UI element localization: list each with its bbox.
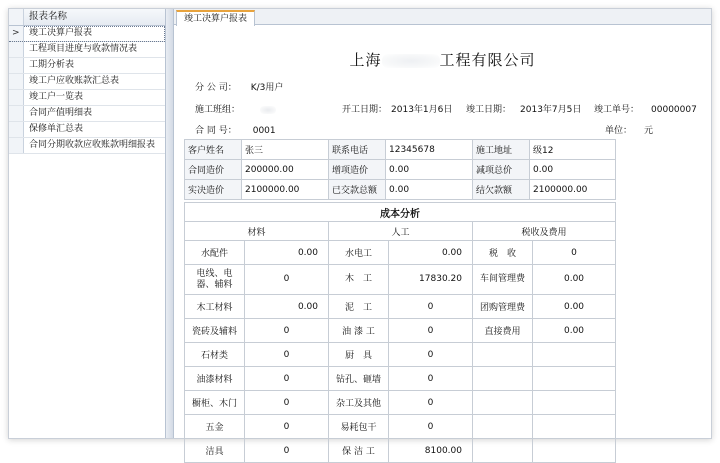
report-item-label: 竣工户应收账款汇总表 (29, 76, 120, 86)
cost-item: 团购管理费 (473, 295, 533, 319)
cell-value: 0.00 (386, 180, 473, 200)
cost-item: 厨 具 (329, 343, 389, 367)
cost-value: 0 (389, 295, 473, 319)
report-list-header-label: 报表名称 (29, 11, 68, 22)
cost-item: 石材类 (185, 343, 245, 367)
group-tax-fees: 税收及费用 (473, 222, 616, 241)
cost-item (473, 415, 533, 439)
cell-value: 张三 (242, 140, 329, 160)
cost-item: 杂工及其他 (329, 391, 389, 415)
report-item-final-accounts[interactable] (9, 26, 165, 42)
cost-item (473, 343, 533, 367)
cell-label: 合同造价 (185, 160, 242, 180)
table-row (185, 343, 616, 367)
contract-field (195, 123, 276, 136)
table-row (185, 140, 616, 160)
row-gutter (9, 74, 24, 89)
report-item-warranty[interactable] (9, 122, 165, 138)
report-title (174, 49, 711, 70)
contract-label: 合 同 号： (195, 126, 237, 136)
cell-label: 结欠款额 (473, 180, 530, 200)
cell-label: 施工地址 (473, 140, 530, 160)
cost-value: 0 (389, 319, 473, 343)
report-list-header (9, 9, 165, 26)
table-row (185, 439, 616, 463)
cost-value: 0.00 (245, 241, 329, 265)
report-item-installments[interactable] (9, 138, 165, 154)
cost-value: 0.00 (533, 265, 616, 295)
report-item-contract-value[interactable] (9, 106, 165, 122)
report-item-receivables[interactable] (9, 74, 165, 90)
report-item-label: 保修单汇总表 (29, 124, 84, 134)
cell-value: 200000.00 (242, 160, 329, 180)
team-label: 施工班组： (195, 105, 241, 115)
cost-item: 油 漆 工 (329, 319, 389, 343)
row-selector-arrow-icon: > (12, 28, 20, 38)
report-item-label: 合同分期收款应收账款明细报表 (29, 140, 156, 150)
cost-value: 0 (245, 265, 329, 295)
cost-item: 木工材料 (185, 295, 245, 319)
cost-item: 电线、电器、辅料 (185, 265, 245, 295)
contract-value: 0001 (252, 126, 276, 136)
cell-label: 客户姓名 (185, 140, 242, 160)
row-gutter (9, 90, 24, 105)
app-window (8, 8, 712, 457)
cost-item: 易耗包干 (329, 415, 389, 439)
cell-label: 已交款总额 (329, 180, 386, 200)
cost-item: 车间管理费 (473, 265, 533, 295)
report-item-label: 竣工决算户报表 (29, 28, 93, 38)
cost-analysis-title: 成本分析 (185, 203, 616, 222)
cost-value (533, 415, 616, 439)
cost-item (473, 439, 533, 463)
cell-label: 减项总价 (473, 160, 530, 180)
table-row (185, 160, 616, 180)
cost-item: 税 收 (473, 241, 533, 265)
tab-bar (174, 9, 711, 25)
cost-value: 0 (245, 367, 329, 391)
branch-field (195, 80, 283, 93)
unit-field (605, 123, 653, 136)
cost-value: 0 (389, 415, 473, 439)
row-gutter (9, 9, 24, 25)
cost-value: 17830.20 (389, 265, 473, 295)
cell-value: 12345678 (386, 140, 473, 160)
report-item-progress[interactable] (9, 42, 165, 58)
company-name-suffix: 工程有限公司 (439, 51, 536, 69)
row-gutter (9, 122, 24, 137)
cost-value (533, 439, 616, 463)
cell-label: 联系电话 (329, 140, 386, 160)
tab-final-accounts-report[interactable]: 竣工决算户报表 (176, 10, 255, 26)
cell-value: 0.00 (530, 160, 616, 180)
start-date-label: 开工日期： (342, 105, 388, 115)
branch-value: K/3用户 (250, 83, 284, 93)
cost-item: 钻孔、砸墙 (329, 367, 389, 391)
table-row (185, 415, 616, 439)
company-name-prefix: 上海 (349, 51, 382, 69)
cost-item (473, 391, 533, 415)
report-view (174, 9, 711, 457)
cost-value: 0 (389, 367, 473, 391)
order-number-label: 竣工单号： (594, 105, 640, 115)
cost-value: 0 (245, 391, 329, 415)
redacted-name (382, 54, 440, 68)
cost-value: 0 (389, 391, 473, 415)
panel-splitter[interactable] (166, 9, 174, 438)
table-row (185, 319, 616, 343)
cost-item: 橱柜、木门 (185, 391, 245, 415)
unit-value: 元 (644, 126, 654, 136)
cell-value: 0.00 (386, 160, 473, 180)
cost-value: 0.00 (533, 319, 616, 343)
order-number-field (594, 102, 697, 115)
cost-value: 0 (245, 343, 329, 367)
report-item-completed-list[interactable] (9, 90, 165, 106)
report-item-label: 工期分析表 (29, 60, 75, 70)
cost-value: 0 (245, 439, 329, 463)
report-item-schedule[interactable] (9, 58, 165, 74)
cost-value (533, 391, 616, 415)
row-gutter (9, 138, 24, 153)
cost-item: 水配件 (185, 241, 245, 265)
cell-label: 增项造价 (329, 160, 386, 180)
team-field (195, 102, 276, 115)
cost-value: 0 (245, 319, 329, 343)
start-date-field (342, 102, 452, 115)
row-gutter (9, 106, 24, 121)
cost-item: 保 洁 工 (329, 439, 389, 463)
cell-value: 级12 (530, 140, 616, 160)
report-item-label: 工程项目进度与收款情况表 (29, 44, 138, 54)
cost-item: 油漆材料 (185, 367, 245, 391)
cost-item: 水电工 (329, 241, 389, 265)
finish-date-label: 竣工日期： (466, 105, 512, 115)
cost-item: 五金 (185, 415, 245, 439)
cost-item: 洁具 (185, 439, 245, 463)
order-number-value: 00000007 (651, 105, 697, 115)
cost-value: 8100.00 (389, 439, 473, 463)
cost-value: 0 (389, 343, 473, 367)
customer-info-table (184, 139, 616, 200)
start-date-value: 2013年1月6日 (391, 105, 453, 115)
finish-date-field (466, 102, 581, 115)
table-row (185, 241, 616, 265)
cell-value: 2100000.00 (530, 180, 616, 200)
cell-label: 实决造价 (185, 180, 242, 200)
cost-item: 木 工 (329, 265, 389, 295)
report-item-label: 竣工户一览表 (29, 92, 84, 102)
cost-value: 0.00 (533, 295, 616, 319)
cost-item (473, 367, 533, 391)
cost-value (533, 367, 616, 391)
table-row (185, 391, 616, 415)
cost-value: 0.00 (389, 241, 473, 265)
row-gutter (9, 58, 24, 73)
cost-analysis-table (184, 202, 616, 463)
cost-value (533, 343, 616, 367)
row-gutter (9, 42, 24, 57)
group-materials: 材料 (185, 222, 329, 241)
finish-date-value: 2013年7月5日 (520, 105, 582, 115)
unit-label: 单位： (605, 126, 633, 136)
report-document (174, 25, 711, 457)
report-list-panel (9, 9, 166, 438)
cost-item: 瓷砖及辅料 (185, 319, 245, 343)
cost-item: 直接费用 (473, 319, 533, 343)
cost-value: 0 (245, 415, 329, 439)
table-row (185, 367, 616, 391)
cost-item: 泥 工 (329, 295, 389, 319)
table-row (185, 265, 616, 295)
table-row (185, 180, 616, 200)
cost-value: 0 (533, 241, 616, 265)
report-item-label: 合同产值明细表 (29, 108, 93, 118)
cost-value: 0.00 (245, 295, 329, 319)
redacted-team (260, 106, 276, 114)
branch-label: 分 公 司： (195, 83, 237, 93)
table-row (185, 295, 616, 319)
cell-value: 2100000.00 (242, 180, 329, 200)
cost-group-header-row (185, 222, 616, 241)
group-labor: 人工 (329, 222, 473, 241)
